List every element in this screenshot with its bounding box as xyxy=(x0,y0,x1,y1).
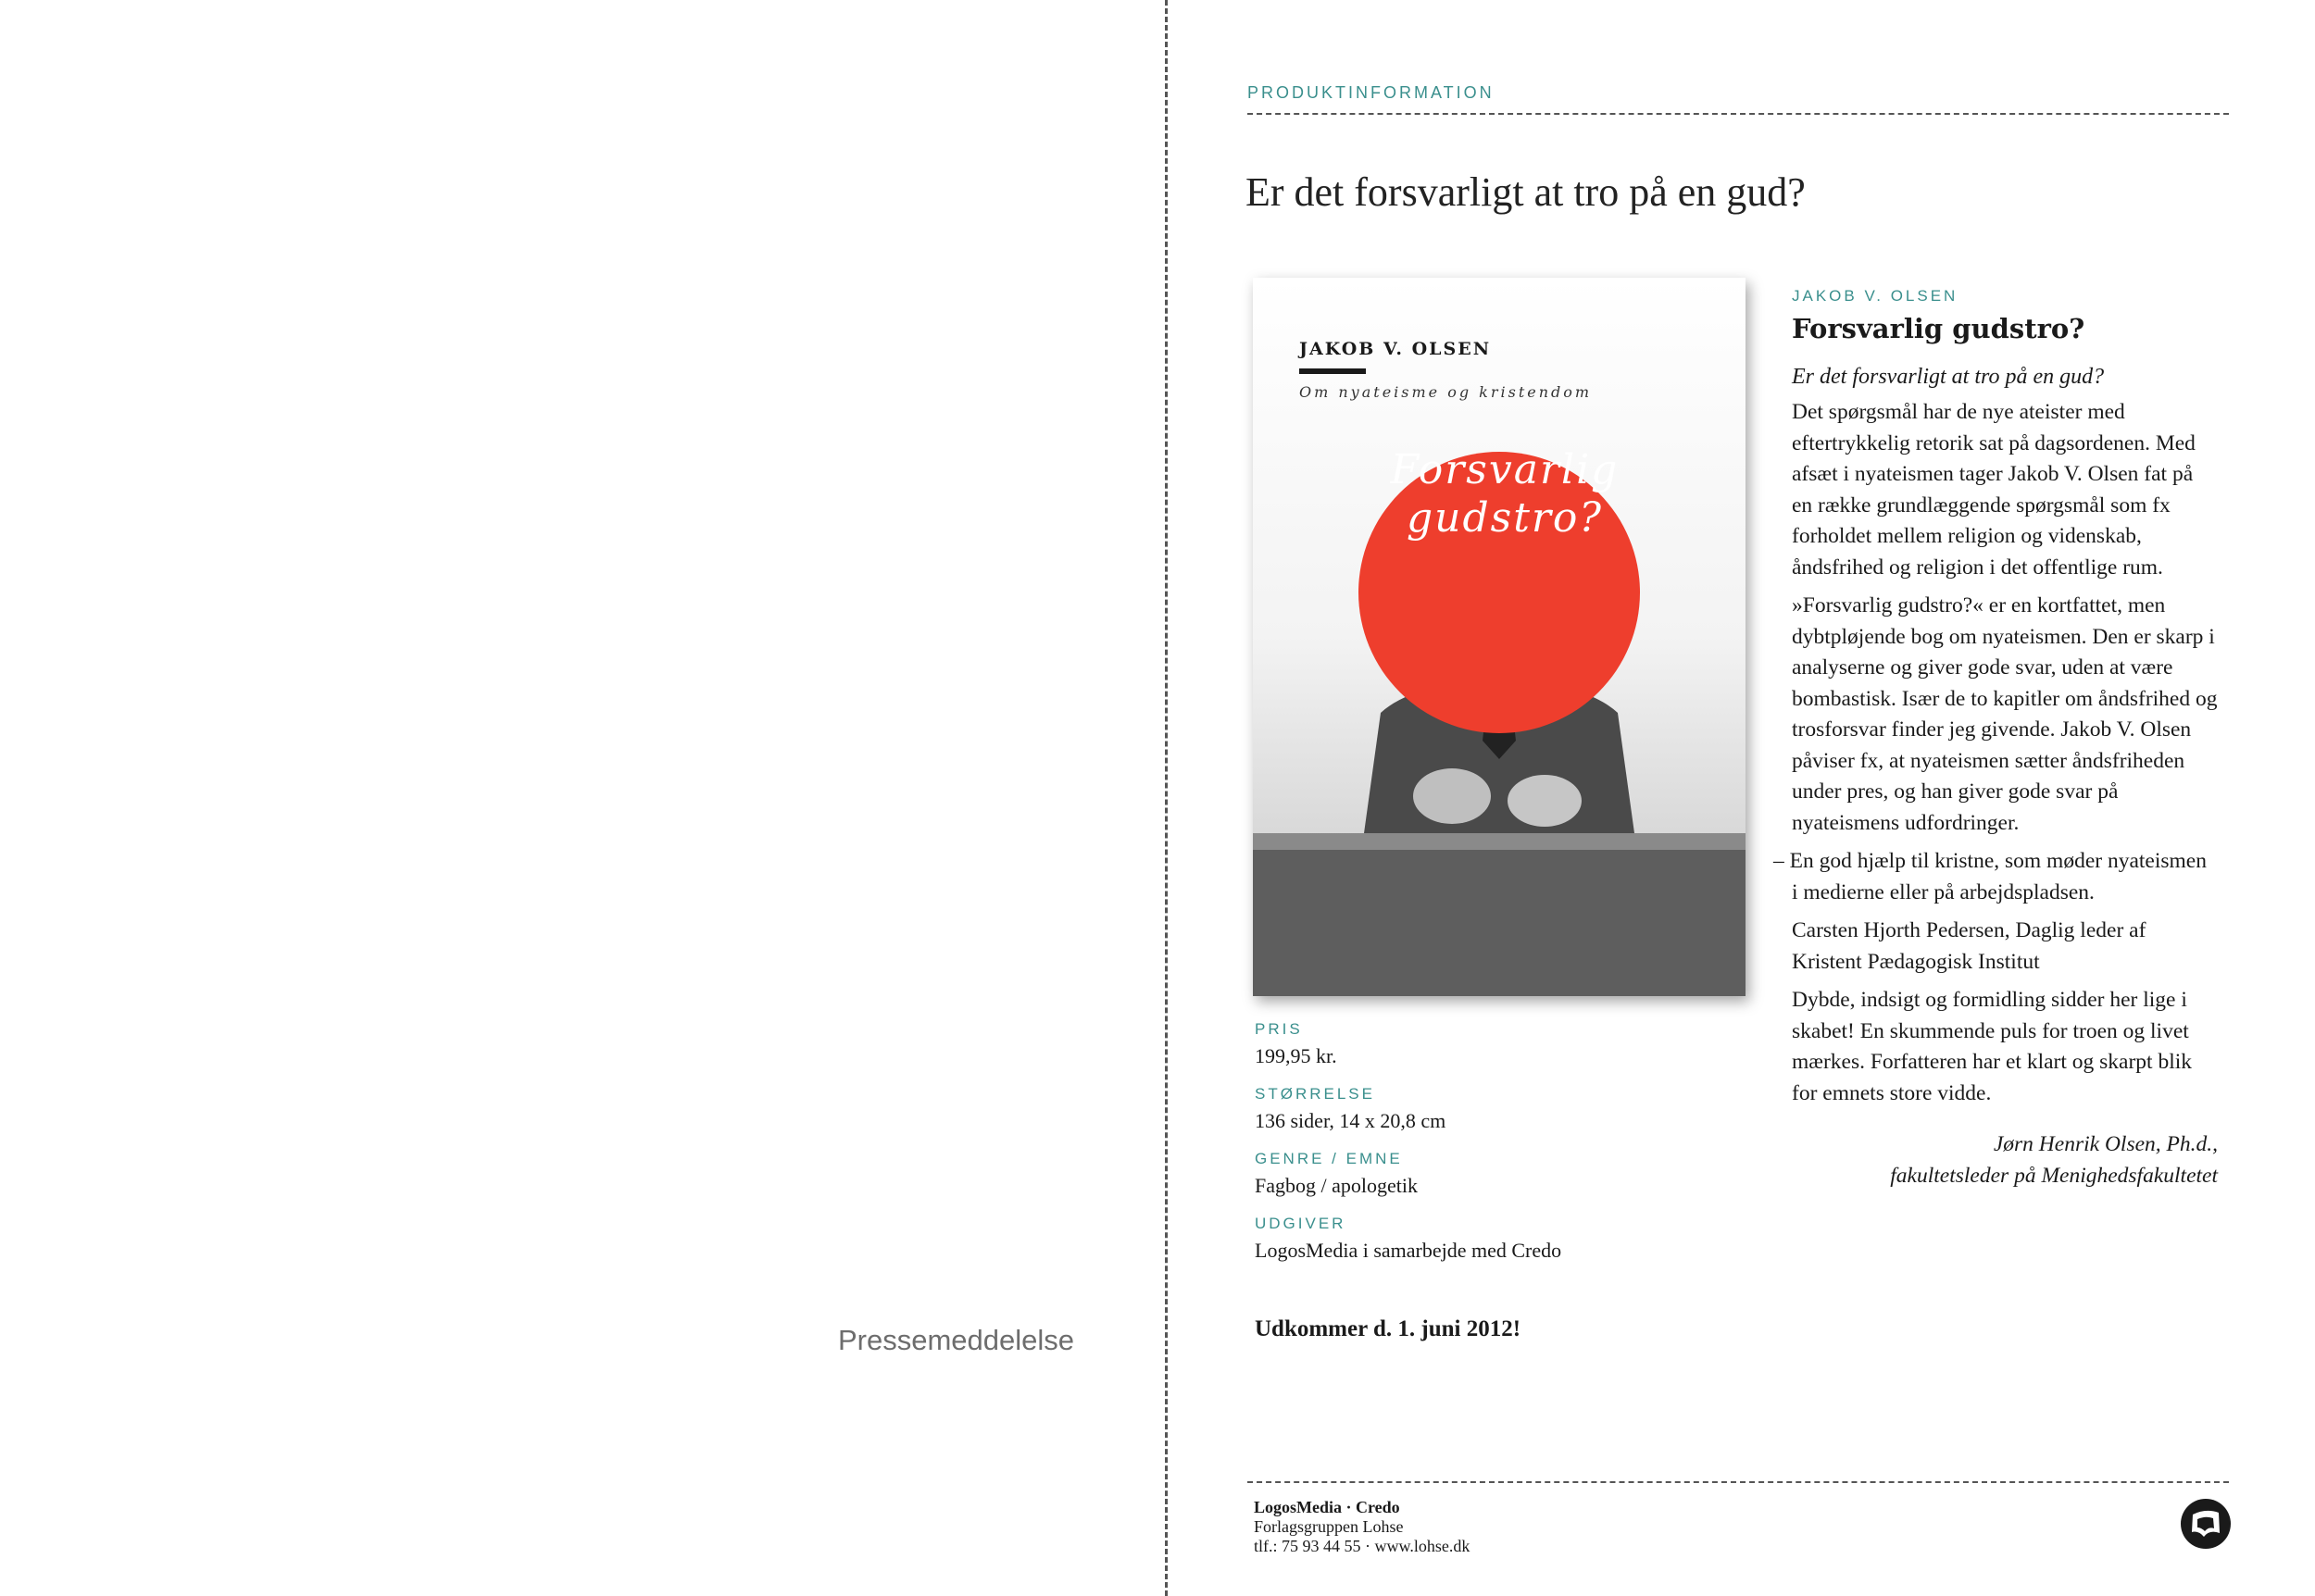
description-author: JAKOB V. OLSEN xyxy=(1792,287,1958,305)
genre-value: Fagbog / apologetik xyxy=(1255,1174,1418,1197)
description-paragraph: Det spørgsmål har de nye ateister med eftertrykkelig retorik sat på dagsordenen. Med afsæt i nyateismen tager Jakob V. Olsen fat på en række grundlæggende spørgsmål som fx forholdet mellem religion og videnskab, åndsfrihed og religion i det offentlige rum. xyxy=(1792,400,2196,580)
cover-author: JAKOB V. OLSEN xyxy=(1299,339,1492,359)
second-review-paragraph: Dybde, indsigt og formidling sidder her lige i skabet! En skummende puls for troen og livet mærkes. Forfatteren har et klart og skarpt blik for emnets store vidde. xyxy=(1792,988,2193,1105)
description-column xyxy=(1773,287,2218,1191)
press-release-label: Pressemeddelelse xyxy=(837,1324,1074,1356)
publisher-logo-icon xyxy=(2179,1497,2233,1551)
reviewer-credit: Carsten Hjorth Pedersen, Daglig leder af Kristent Pædagogisk Institut xyxy=(1792,918,2146,974)
header-divider xyxy=(1247,113,2229,115)
footer-contact: tlf.: 75 93 44 55 · www.lohse.dk xyxy=(1254,1537,1470,1555)
signature-line1: Jørn Henrik Olsen, Ph.d., xyxy=(1993,1132,2218,1156)
book-cover xyxy=(1253,278,1746,996)
cover-table-edge xyxy=(1253,833,1746,850)
cover-right-hand xyxy=(1508,775,1582,827)
price-label: PRIS xyxy=(1255,1020,1303,1038)
size-value: 136 sider, 14 x 20,8 cm xyxy=(1255,1109,1446,1132)
second-reviewer-signature xyxy=(1792,1129,2218,1191)
cover-left-hand xyxy=(1413,768,1491,824)
description-title: Forsvarlig gudstro? xyxy=(1792,313,2085,344)
price-value: 199,95 kr. xyxy=(1255,1044,1337,1067)
cover-title-line1: Forsvarlig xyxy=(1390,446,1620,493)
signature-line2: fakultetsleder på Menighedsfakultetet xyxy=(1890,1163,2218,1188)
publisher-block xyxy=(1255,1215,1736,1263)
publisher-value: LogosMedia i samarbejde med Credo xyxy=(1255,1239,1562,1262)
section-label: PRODUKTINFORMATION xyxy=(1247,83,1495,102)
footer xyxy=(1254,1498,1470,1556)
page-headline: Er det forsvarligt at tro på en gud? xyxy=(1245,169,1806,215)
cover-author-bar xyxy=(1299,368,1366,374)
cover-title xyxy=(1366,446,1644,542)
cover-title-line2: gudstro? xyxy=(1406,494,1604,542)
size-label: STØRRELSE xyxy=(1255,1085,1375,1103)
publisher-label: UDGIVER xyxy=(1255,1215,1346,1232)
price-block xyxy=(1255,1020,1736,1068)
genre-label: GENRE / EMNE xyxy=(1255,1150,1403,1167)
page-fold-line xyxy=(1165,0,1168,1596)
genre-block xyxy=(1255,1150,1736,1198)
cover-table xyxy=(1253,833,1746,996)
cover-subtitle: Om nyateisme og kristendom xyxy=(1299,383,1593,401)
review-quote: – En god hjælp til kristne, som møder nyateismen i medierne eller på arbejdspladsen. xyxy=(1773,849,2207,904)
release-date: Udkommer d. 1. juni 2012! xyxy=(1255,1316,1521,1341)
footer-org: LogosMedia · Credo xyxy=(1254,1498,1400,1516)
footer-divider xyxy=(1247,1481,2229,1483)
size-block xyxy=(1255,1085,1736,1133)
description-lead: Er det forsvarligt at tro på en gud? xyxy=(1792,365,2105,389)
review-paragraph: »Forsvarlig gudstro?« er en kortfattet, men dybtpløjende bog om nyateismen. Den er skarp i analyserne og giver gode svar, uden at være bombastisk. Især de to kapitler om åndsfrihed og trosforsvar finder jeg givende. Jakob V. Olsen påviser fx, at nyateismen sætter åndsfriheden under pres, og han giver gode svar på nyateismens udfordringer. xyxy=(1792,593,2218,835)
footer-group: Forlagsgruppen Lohse xyxy=(1254,1517,1404,1536)
